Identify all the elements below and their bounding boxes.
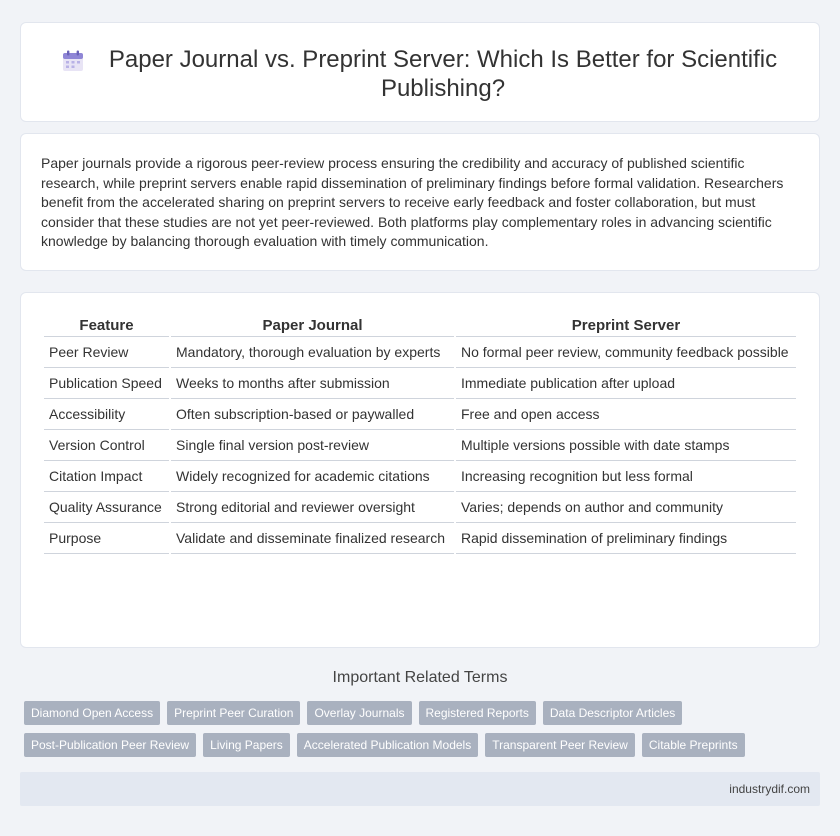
preprint-cell: Increasing recognition but less formal bbox=[456, 461, 796, 492]
tag-preprint-peer-curation[interactable]: Preprint Peer Curation bbox=[167, 701, 300, 725]
journal-cell: Weeks to months after submission bbox=[171, 368, 454, 399]
table-row bbox=[44, 523, 796, 554]
comparison-table bbox=[42, 315, 798, 554]
tag-accelerated-publication-models[interactable]: Accelerated Publication Models bbox=[297, 733, 478, 757]
journal-cell: Mandatory, thorough evaluation by experts bbox=[171, 337, 454, 368]
feature-cell: Publication Speed bbox=[44, 368, 169, 399]
journal-cell: Single final version post-review bbox=[171, 430, 454, 461]
feature-cell: Purpose bbox=[44, 523, 169, 554]
tag-diamond-open-access[interactable]: Diamond Open Access bbox=[24, 701, 160, 725]
tag-overlay-journals[interactable]: Overlay Journals bbox=[307, 701, 411, 725]
header-feature: Feature bbox=[44, 315, 169, 337]
table-row bbox=[44, 461, 796, 492]
preprint-cell: No formal peer review, community feedback possible bbox=[456, 337, 796, 368]
tag-registered-reports[interactable]: Registered Reports bbox=[419, 701, 536, 725]
related-terms-list bbox=[24, 701, 816, 757]
preprint-cell: Varies; depends on author and community bbox=[456, 492, 796, 523]
tag-transparent-peer-review[interactable]: Transparent Peer Review bbox=[485, 733, 635, 757]
comparison-card bbox=[20, 292, 820, 648]
feature-cell: Quality Assurance bbox=[44, 492, 169, 523]
preprint-cell: Rapid dissemination of preliminary findings bbox=[456, 523, 796, 554]
journal-cell: Widely recognized for academic citations bbox=[171, 461, 454, 492]
intro-paragraph: Paper journals provide a rigorous peer-review process ensuring the credibility and accuracy of published scientific research, while preprint servers enable rapid dissemination of preliminary findings before formal validation. Researchers benefit from the accelerated sharing on preprint servers to receive early feedback and foster collaboration, but must consider that these studies are not yet peer-reviewed. Both platforms play complementary roles in advancing scientific knowledge by balancing thorough evaluation with timely communication. bbox=[41, 155, 784, 250]
feature-cell: Peer Review bbox=[44, 337, 169, 368]
tag-living-papers[interactable]: Living Papers bbox=[203, 733, 290, 757]
tag-data-descriptor-articles[interactable]: Data Descriptor Articles bbox=[543, 701, 682, 725]
feature-cell: Citation Impact bbox=[44, 461, 169, 492]
footer bbox=[20, 772, 820, 806]
page-title: Paper Journal vs. Preprint Server: Which Is Better for Scientific Publishing? bbox=[108, 46, 778, 102]
preprint-cell: Immediate publication after upload bbox=[456, 368, 796, 399]
intro-card bbox=[20, 133, 820, 271]
journal-cell: Often subscription-based or paywalled bbox=[171, 399, 454, 430]
header-preprint-server: Preprint Server bbox=[456, 315, 796, 337]
feature-cell: Accessibility bbox=[44, 399, 169, 430]
journal-cell: Validate and disseminate finalized research bbox=[171, 523, 454, 554]
preprint-cell: Multiple versions possible with date stamps bbox=[456, 430, 796, 461]
table-row bbox=[44, 492, 796, 523]
header-paper-journal: Paper Journal bbox=[171, 315, 454, 337]
table-row bbox=[44, 430, 796, 461]
footer-site-link[interactable]: industrydif.com bbox=[729, 782, 810, 796]
tag-post-publication-peer-review[interactable]: Post-Publication Peer Review bbox=[24, 733, 196, 757]
table-header-row bbox=[44, 315, 796, 337]
tag-citable-preprints[interactable]: Citable Preprints bbox=[642, 733, 745, 757]
journal-cell: Strong editorial and reviewer oversight bbox=[171, 492, 454, 523]
preprint-cell: Free and open access bbox=[456, 399, 796, 430]
header-card bbox=[20, 22, 820, 122]
table-row bbox=[44, 337, 796, 368]
table-row bbox=[44, 399, 796, 430]
related-terms-title: Important Related Terms bbox=[332, 669, 508, 686]
table-row bbox=[44, 368, 796, 399]
calendar-icon bbox=[61, 49, 85, 73]
feature-cell: Version Control bbox=[44, 430, 169, 461]
